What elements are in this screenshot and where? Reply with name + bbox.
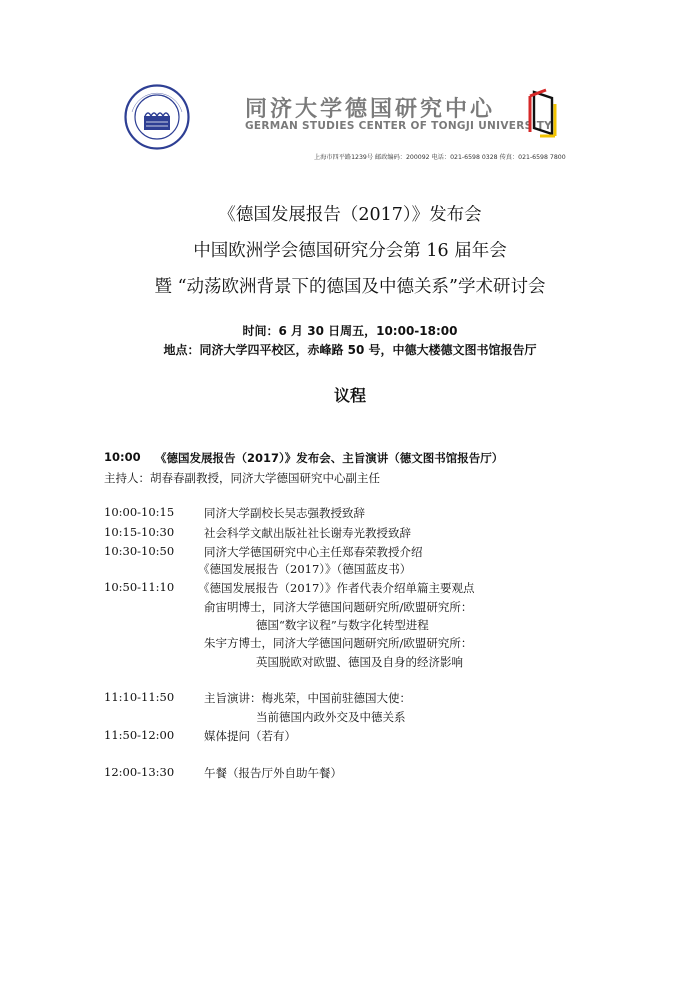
agenda-time: 10:00-10:15 [104,505,175,519]
center-name-chinese: 同济大学德国研究中心 [245,97,496,122]
agenda-text: 社会科学文献出版社社长谢寿光教授致辞 [204,526,411,540]
title-line-1: 《德国发展报告（2017）》发布会 [218,205,482,225]
agenda-text: 俞宙明博士，同济大学德国问题研究所/欧盟研究所： [204,600,473,614]
agenda-time: 10:30-10:50 [104,544,175,558]
agenda-time: 11:10-11:50 [104,690,175,704]
agenda-text: 朱宇方博士，同济大学德国问题研究所/欧盟研究所： [204,636,473,650]
seal-icon [124,84,190,150]
title-line-3: 暨 “动荡欧洲背景下的德国及中德关系”学术研讨会 [154,277,546,297]
agenda-text: 媒体提问（若有） [204,729,296,743]
agenda-text: 德国“数字议程”与数字化转型进程 [256,618,429,632]
agenda-time: 10:50-11:10 [104,580,175,594]
agenda-time: 10:15-10:30 [104,525,175,539]
agenda-text: 《德国发展报告（2017）》（德国蓝皮书） [198,562,412,576]
session-title: 《德国发展报告（2017）》发布会、主旨演讲（德文图书馆报告厅） [155,451,504,465]
title-line-2: 中国欧洲学会德国研究分会第 16 届年会 [193,241,507,261]
session-time: 10:00 [104,450,141,464]
agenda-time: 12:00-13:30 [104,765,175,779]
agenda-text: 《德国发展报告（2017）》作者代表介绍单篇主要观点 [198,581,475,595]
center-brand-mark [528,88,558,138]
agenda-text: 当前德国内政外交及中德关系 [256,710,406,724]
agenda-text: 主旨演讲：梅兆荣，中国前驻德国大使： [204,691,411,705]
university-seal-logo [124,84,190,150]
center-name-english: GERMAN STUDIES CENTER OF TONGJI UNIVERSITY [245,120,553,132]
agenda-time: 11:50-12:00 [104,728,175,742]
agenda-title: 议程 [333,386,366,405]
event-venue: 地点：同济大学四平校区，赤峰路 50 号，中德大楼德文图书馆报告厅 [163,343,537,357]
event-time: 时间：6 月 30 日周五，10:00-18:00 [242,324,458,338]
session-host: 主持人：胡春春副教授，同济大学德国研究中心副主任 [104,471,380,485]
agenda-text: 同济大学副校长吴志强教授致辞 [204,506,365,520]
agenda-text: 英国脱欧对欧盟、德国及自身的经济影响 [256,655,463,669]
agenda-text: 午餐（报告厅外自助午餐） [204,766,342,780]
agenda-text: 同济大学德国研究中心主任郑春荣教授介绍 [204,545,423,559]
contact-info: 上海市四平路1239号 邮政编码：200092 电话：021-6598 0328 传真：021-6598 7800 [314,154,566,161]
brand-mark-icon [528,88,558,138]
